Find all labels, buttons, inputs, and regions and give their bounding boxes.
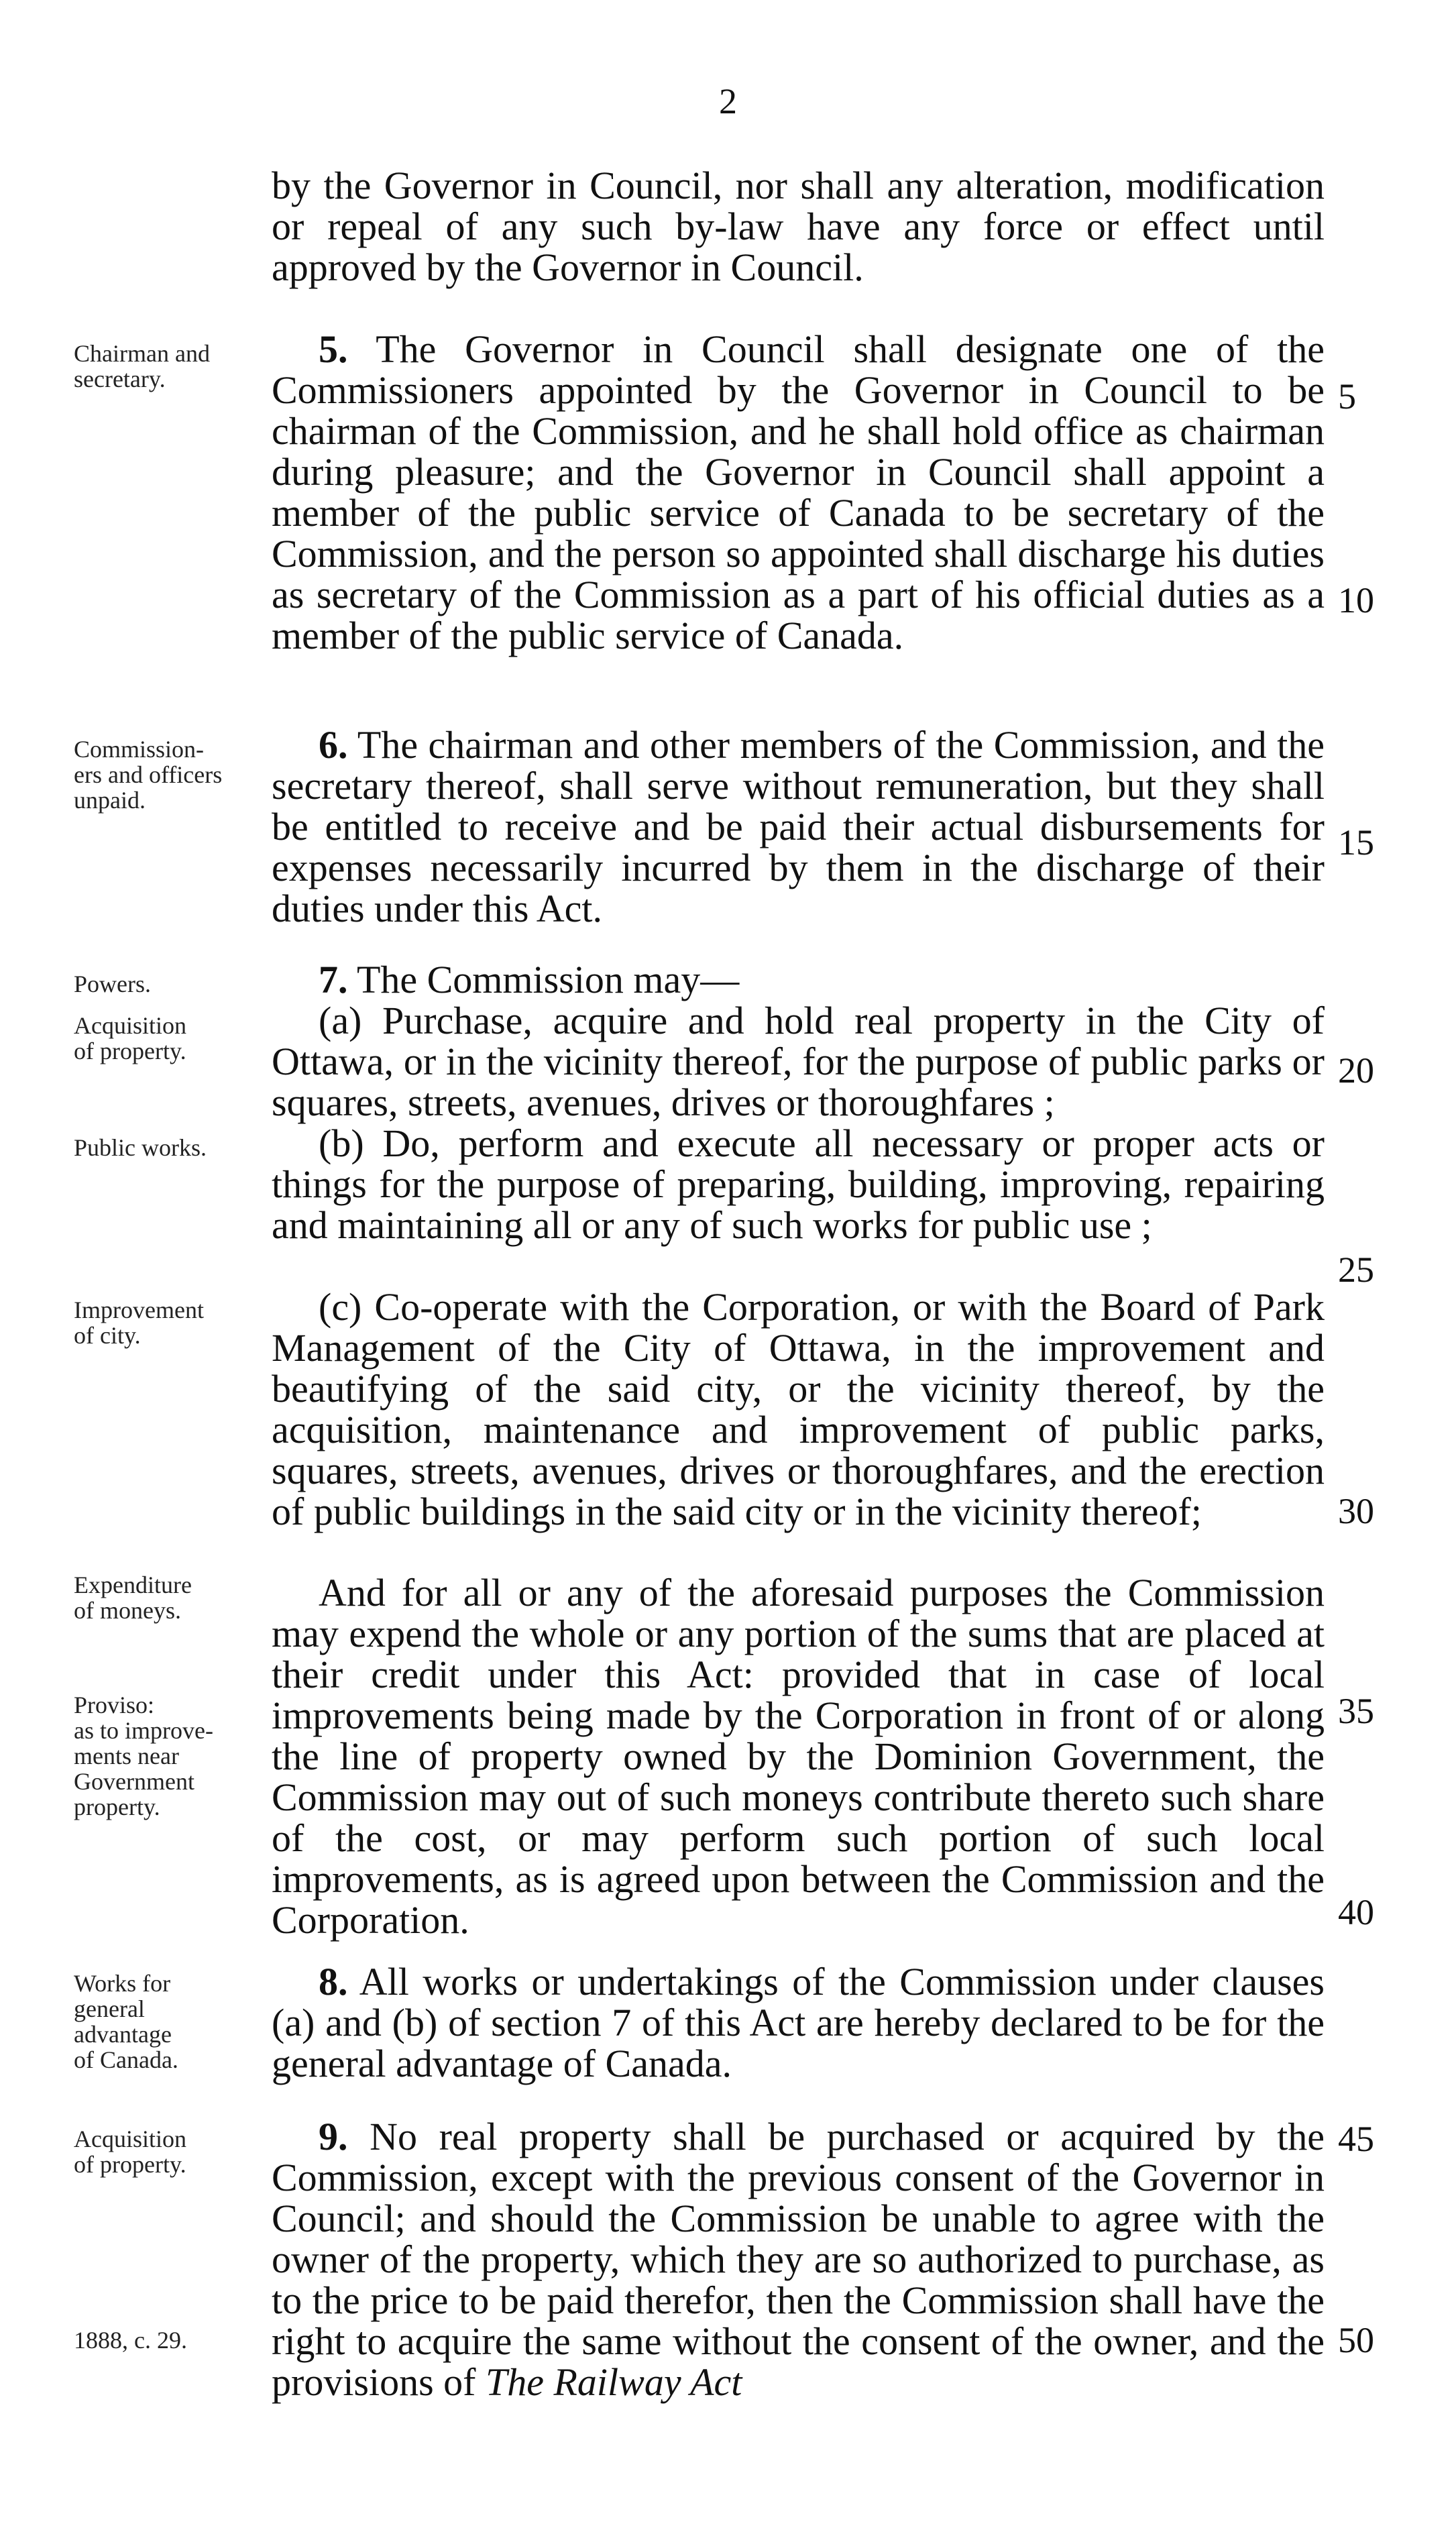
line-number: 35: [1338, 1691, 1374, 1731]
section-text: 6. The chairman and other members of the Commission, and the secretary thereof, shall serve without remuneration, but they shall be entitled to receive and be paid their actual disbursements for expenses necessarily incurred by them in the discharge of their duties under this Act.: [272, 723, 1325, 930]
marginal-note-proviso: Proviso: as to improve- ments near Government property.: [74, 1692, 213, 1820]
paragraph-text: And for all or any of the aforesaid purposes the Commission may expend the whole or any portion of the sums that are placed at their credit under this Act: provided that in case of local improvements being made by the Corporation in front of or along the line of property owned by the Dominion Government, the Commission may out of such moneys contribute thereto such share of the cost, or may perform such portion of such local improvements, as is agreed upon between the Commission and the Corporation.: [272, 1571, 1325, 1942]
act-title: The Railway Act: [486, 2360, 742, 2404]
marginal-note: Chairman and secretary.: [74, 340, 210, 392]
section-number: 9.: [319, 2115, 348, 2158]
section-number: 5.: [319, 327, 348, 371]
section-number: 6.: [319, 723, 348, 767]
section-number: 7.: [319, 958, 348, 1001]
section-text: 7. The Commission may—: [319, 958, 740, 1001]
section-text: 9. No real property shall be purchased or acquired by the Commission, except with the previous consent of the Governor in Council; and should the Commission be unable to agree with the owner of the property, which they are so authorized to purchase, as to the price to be paid therefor, then the Commission shall have the right to acquire the same without the consent of the owner, and the provisions of The Railway Act: [272, 2115, 1325, 2404]
line-number: 10: [1338, 580, 1374, 620]
marginal-note: Acquisition of property.: [74, 2126, 186, 2178]
section-text: 5. The Governor in Council shall designate one of the Commissioners appointed by the Governor in Council to be chairman of the Commission, and he shall hold office as chairman during pleasure; and the Governor in Council shall appoint a member of the public service of Canada to be secretary of the Commission, and the person so appointed shall discharge his duties as secretary of the Commission as a part of his official duties as a member of the public service of Canada.: [272, 327, 1325, 657]
section-number: 8.: [319, 1960, 348, 2003]
section-text: 8. All works or undertakings of the Commission under clauses (a) and (b) of section 7 of this Act are hereby declared to be for the general advantage of Canada.: [272, 1960, 1325, 2085]
marginal-note: Commission- ers and officers unpaid.: [74, 736, 223, 814]
line-number: 30: [1338, 1491, 1374, 1531]
line-number: 15: [1338, 822, 1374, 863]
line-number: 5: [1338, 376, 1356, 417]
paragraph-text: by the Governor in Council, nor shall any alteration, modification or repeal of any such by-law have any force or effect until approved by the Governor in Council.: [272, 164, 1325, 289]
line-number: 45: [1338, 2119, 1374, 2159]
marginal-note: Expenditure of moneys.: [74, 1572, 192, 1624]
line-number: 20: [1338, 1050, 1374, 1091]
line-number: 25: [1338, 1250, 1374, 1290]
marginal-note: Powers.: [74, 971, 151, 997]
marginal-note: Works for general advantage of Canada.: [74, 1970, 178, 2073]
line-number: 40: [1338, 1892, 1374, 1932]
clause-text: (c) Co-operate with the Corporation, or with the Board of Park Management of the City of Ottawa, in the improvement and beautifying of the said city, or the vicinity thereof, by the acquisition, maintenance and improvement of public parks, squares, streets, avenues, drives or thoroughfares, and the erection of public buildings in the said city or in the vicinity thereof;: [272, 1285, 1325, 1533]
line-number: 50: [1338, 2320, 1374, 2360]
marginal-note: Improvement of city.: [74, 1297, 204, 1349]
page-number: 2: [719, 81, 737, 121]
marginal-note: Acquisition of property.: [74, 1012, 186, 1064]
clause-text: (a) Purchase, acquire and hold real property in the City of Ottawa, or in the vicinity thereof, for the purpose of public parks or squares, streets, avenues, drives or thoroughfares ;: [272, 999, 1325, 1124]
marginal-note: Public works.: [74, 1134, 207, 1161]
clause-text: (b) Do, perform and execute all necessary or proper acts or things for the purpose of preparing, building, improving, repairing and maintaining all or any of such works for public use ;: [272, 1121, 1325, 1247]
marginal-citation: 1888, c. 29.: [74, 2327, 187, 2354]
